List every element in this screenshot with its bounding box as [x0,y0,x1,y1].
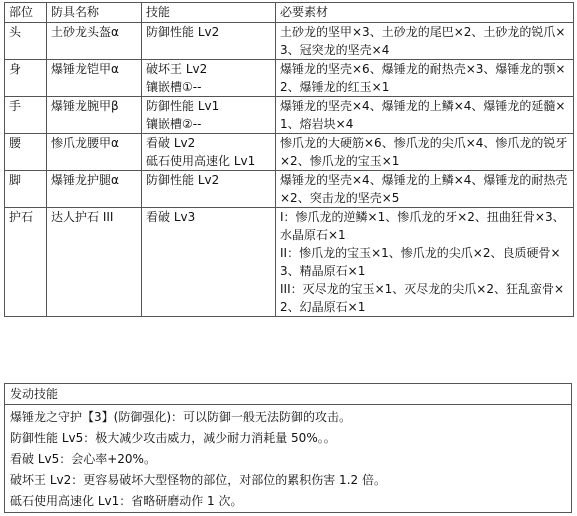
cell-materials [276,97,574,134]
cell-armor-name: 爆锤龙腕甲β [47,97,142,134]
header-skills: 技能 [142,3,276,23]
cell-armor-name: 爆锤龙铠甲α [47,60,142,97]
material-entry: 爆锤龙的坚壳×4、爆锤龙的上鳞×4、爆锤龙的延髓×1、熔岩块×4 [280,99,566,131]
activated-skill-line: 砥石使用高速化 Lv1：省略研磨动作 1 次。 [10,494,243,508]
table-row [5,171,574,208]
cell-part: 身 [5,60,47,97]
cell-skills [142,60,276,97]
activated-skill-line: 爆锤龙之守护【3】(防御强化)：可以防御一般无法防御的攻击。 [10,410,352,424]
skill-entry: 镶嵌槽①-- [146,80,202,94]
equipment-table [4,2,574,317]
cell-part: 腰 [5,134,47,171]
activated-skills-title: 发动技能 [5,384,571,405]
cell-armor-name: 土砂龙头盔α [47,23,142,60]
skill-entry: 防御性能 Lv1 [146,99,220,113]
material-entry: 爆锤龙的坚壳×6、爆锤龙的耐热壳×3、爆锤龙的颚×2、爆锤龙的红玉×1 [280,62,566,94]
table-row [5,23,574,60]
material-entry: I：惨爪龙的逆鳞×1、惨爪龙的牙×2、扭曲狂骨×3、水晶原石×1 [280,210,565,242]
cell-skills [142,134,276,171]
skill-entry: 砥石使用高速化 Lv1 [146,154,256,168]
cell-skills [142,208,276,317]
skill-entry: 防御性能 Lv2 [146,25,220,39]
cell-materials [276,208,574,317]
activated-skill-line: 破坏王 Lv2：更容易破坏大型怪物的部位，对部位的累积伤害 1.2 倍。 [10,473,386,487]
activated-skills-box [4,383,572,513]
cell-skills [142,171,276,208]
cell-part: 头 [5,23,47,60]
table-header-row [5,3,574,23]
material-entry: 土砂龙的坚甲×3、土砂龙的尾巴×2、土砂龙的锐爪×3、冠突龙的坚壳×4 [280,25,566,57]
table-row [5,60,574,97]
header-materials: 必要素材 [276,3,574,23]
cell-materials [276,134,574,171]
cell-skills [142,23,276,60]
skill-entry: 看破 Lv2 [146,136,196,150]
skill-entry: 镶嵌槽②-- [146,117,202,131]
cell-materials [276,23,574,60]
table-row [5,97,574,134]
skill-entry: 破坏王 Lv2 [146,62,208,76]
table-row [5,208,574,317]
material-entry: III：灭尽龙的宝玉×1、灭尽龙的尖爪×2、狂乱蛮骨×2、幻晶原石×1 [280,282,565,314]
material-entry: 爆锤龙的坚壳×4、爆锤龙的上鳞×4、爆锤龙的耐热壳×2、突击龙的坚壳×5 [280,173,568,205]
cell-materials [276,60,574,97]
header-armor-name: 防具名称 [47,3,142,23]
table-row [5,134,574,171]
cell-part: 脚 [5,171,47,208]
cell-part: 护石 [5,208,47,317]
activated-skills-list [5,405,571,512]
cell-materials [276,171,574,208]
header-part: 部位 [5,3,47,23]
cell-skills [142,97,276,134]
cell-armor-name: 达人护石 III [47,208,142,317]
cell-armor-name: 惨爪龙腰甲α [47,134,142,171]
skill-entry: 看破 Lv3 [146,210,196,224]
activated-skill-line: 看破 Lv5：会心率+20%。 [10,452,156,466]
cell-armor-name: 爆锤龙护腿α [47,171,142,208]
cell-part: 手 [5,97,47,134]
material-entry: II：惨爪龙的宝玉×1、惨爪龙的尖爪×2、良质硬骨×3、精晶原石×1 [280,246,561,278]
material-entry: 惨爪龙的大硬筋×6、惨爪龙的尖爪×4、惨爪龙的锐牙×2、惨爪龙的宝玉×1 [280,136,568,168]
skill-entry: 防御性能 Lv2 [146,173,220,187]
activated-skill-line: 防御性能 Lv5：极大减少攻击威力，减少耐力消耗量 50%。。 [10,431,336,445]
